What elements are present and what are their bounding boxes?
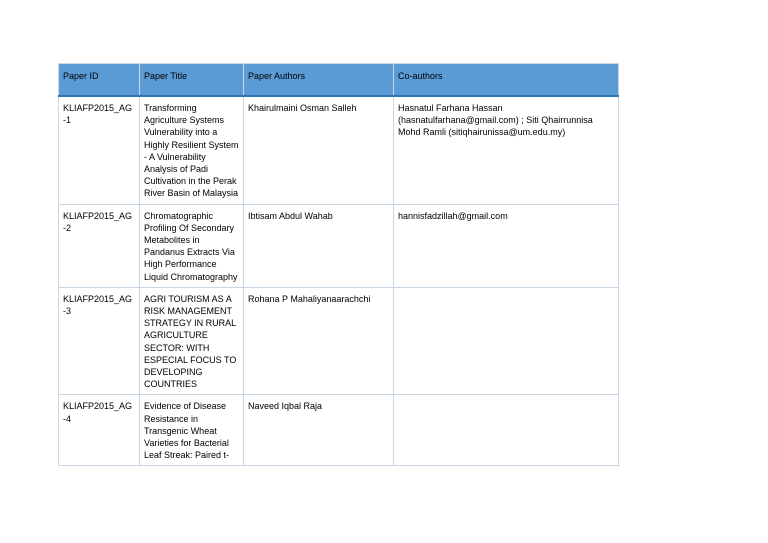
paper-title-cell: Transforming Agriculture Systems Vulnerability into a Highly Resilient System - A Vulnerability Analysis of Padi Cultivation in the Perak River Basin of Malaysia bbox=[140, 96, 244, 204]
co-authors-cell: Hasnatul Farhana Hassan (hasnatulfarhana@gmail.com) ; Siti Qhairrunnisa Mohd Ramli (sitiqhairunissa@um.edu.my) bbox=[394, 96, 619, 204]
header-paper-title: Paper Title bbox=[140, 64, 244, 97]
table-row bbox=[59, 204, 619, 287]
paper-title-cell: Chromatographic Profiling Of Secondary Metabolites in Pandanus Extracts Via High Performance Liquid Chromatography bbox=[140, 204, 244, 287]
papers-table bbox=[58, 63, 619, 466]
co-authors-cell bbox=[394, 395, 619, 466]
paper-id-cell: KLIAFP2015_AG-1 bbox=[59, 96, 140, 204]
header-row bbox=[59, 64, 619, 97]
paper-title-cell: AGRI TOURISM AS A RISK MANAGEMENT STRATEGY IN RURAL AGRICULTURE SECTOR: WITH ESPECIAL FOCUS TO DEVELOPING COUNTRIES bbox=[140, 287, 244, 395]
paper-id-cell: KLIAFP2015_AG-4 bbox=[59, 395, 140, 466]
paper-title-cell: Evidence of Disease Resistance in Transgenic Wheat Varieties for Bacterial Leaf Streak: Paired t- bbox=[140, 395, 244, 466]
paper-authors-cell: Rohana P Mahaliyanaarachchi bbox=[244, 287, 394, 395]
table-header bbox=[59, 64, 619, 97]
paper-authors-cell: Ibtisam Abdul Wahab bbox=[244, 204, 394, 287]
table-row bbox=[59, 96, 619, 204]
header-co-authors: Co-authors bbox=[394, 64, 619, 97]
paper-id-cell: KLIAFP2015_AG-3 bbox=[59, 287, 140, 395]
header-paper-id: Paper ID bbox=[59, 64, 140, 97]
paper-authors-cell: Naveed Iqbal Raja bbox=[244, 395, 394, 466]
table-body bbox=[59, 96, 619, 466]
co-authors-cell bbox=[394, 287, 619, 395]
paper-authors-cell: Khairulmaini Osman Salleh bbox=[244, 96, 394, 204]
header-paper-authors: Paper Authors bbox=[244, 64, 394, 97]
table-row bbox=[59, 395, 619, 466]
table-row bbox=[59, 287, 619, 395]
paper-id-cell: KLIAFP2015_AG-2 bbox=[59, 204, 140, 287]
co-authors-cell: hannisfadzillah@gmail.com bbox=[394, 204, 619, 287]
